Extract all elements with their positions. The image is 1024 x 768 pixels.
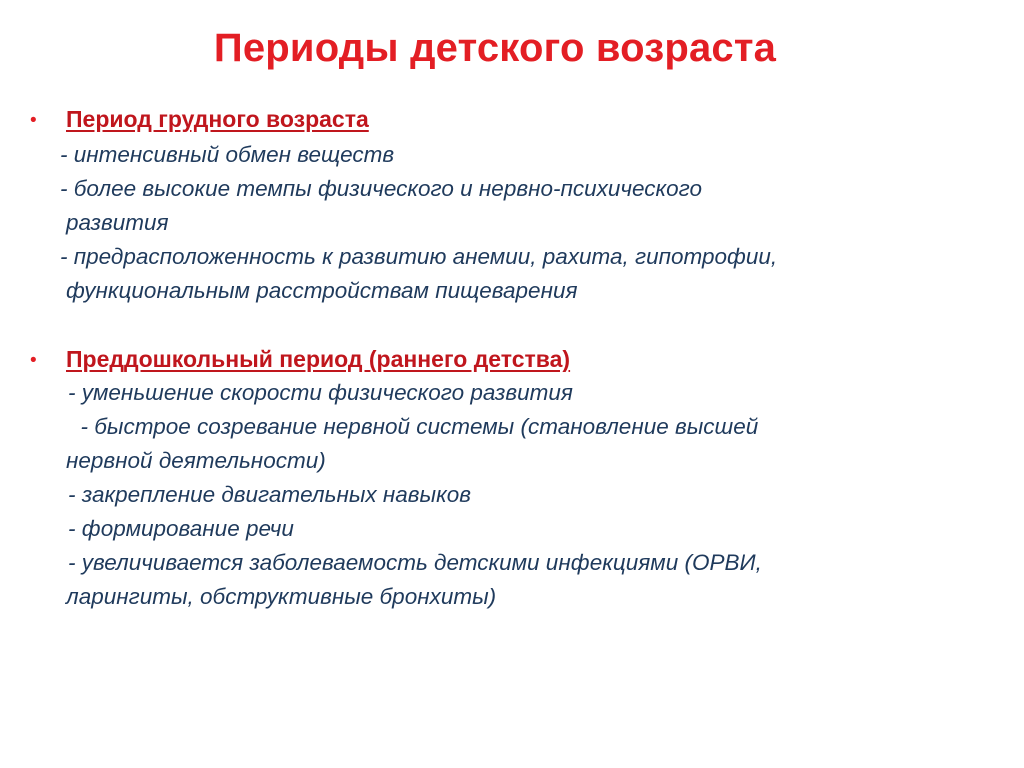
section-1-line-1: - интенсивный обмен веществ [60, 142, 395, 167]
section-1-line-2: - более высокие темпы физического и нервно-психического [60, 176, 703, 201]
section-2-line-1: - уменьшение скорости физического развития [68, 380, 573, 405]
bullet-icon: • [30, 110, 37, 131]
section-2-line-5: - формирование речи [68, 516, 294, 541]
section-heading-early-childhood: Преддошкольный период (раннего детства) [66, 346, 571, 372]
section-2-line-2: - быстрое созревание нервной системы (становление высшей [68, 414, 759, 439]
section-2-line-7: ларингиты, обструктивные бронхиты) [66, 584, 497, 609]
slide-title: Периоды детского возраста [213, 26, 777, 70]
section-heading-infancy: Период грудного возраста [66, 106, 369, 132]
section-1-line-3: развития [66, 210, 169, 235]
section-2-line-3: нервной деятельности) [66, 448, 326, 473]
section-1-line-4: - предрасположенность к развитию анемии, рахита, гипотрофии, [60, 244, 778, 269]
section-2-line-6: - увеличивается заболеваемость детскими инфекциями (ОРВИ, [68, 550, 762, 575]
bullet-icon: • [30, 350, 37, 371]
section-2-line-4: - закрепление двигательных навыков [68, 482, 471, 507]
section-1-line-5: функциональным расстройствам пищеварения [66, 278, 578, 303]
